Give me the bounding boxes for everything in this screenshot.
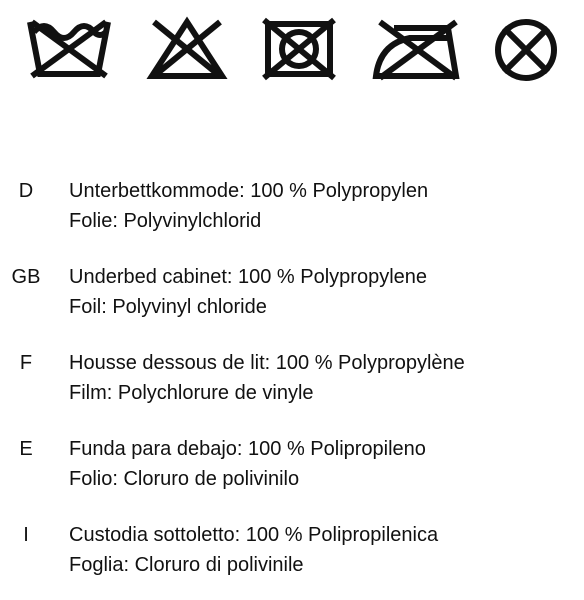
- tumble-dry-crossed-icon: [262, 18, 336, 80]
- material-line: Underbed cabinet: 100 % Polypropylene: [69, 266, 428, 288]
- material-line: Folie: Polyvinylchlorid: [69, 210, 262, 232]
- lang-block-d: [0, 176, 584, 236]
- material-line: Foglia: Cloruro di polivinile: [69, 554, 304, 576]
- lang-text: [69, 176, 579, 236]
- lang-text: [69, 520, 579, 580]
- material-line: Funda para debajo: 100 % Polipropileno: [69, 438, 426, 460]
- lang-code: D: [18, 180, 34, 202]
- care-symbols-row: [0, 0, 584, 100]
- lang-code: E: [19, 438, 33, 460]
- circle-crossed-icon: [492, 18, 560, 82]
- lang-block-f: [0, 348, 584, 408]
- lang-text: [69, 434, 579, 494]
- lang-code: F: [19, 352, 33, 374]
- material-line: Foil: Polyvinyl chloride: [69, 296, 267, 318]
- lang-block-e: [0, 434, 584, 494]
- lang-code: GB: [11, 266, 41, 288]
- lang-text: [69, 348, 579, 408]
- triangle-crossed-icon: [148, 18, 226, 80]
- iron-crossed-icon: [372, 18, 462, 80]
- material-line: Film: Polychlorure de vinyle: [69, 382, 314, 404]
- material-line: Custodia sottoletto: 100 % Polipropilenica: [69, 524, 439, 546]
- material-line: Folio: Cloruro de polivinilo: [69, 468, 300, 490]
- lang-code: I: [23, 524, 29, 546]
- lang-block-gb: [0, 262, 584, 322]
- material-line: Housse dessous de lit: 100 % Polypropylène: [69, 352, 465, 374]
- wash-tub-crossed-icon: [26, 18, 112, 80]
- material-line: Unterbettkommode: 100 % Polypropylen: [69, 180, 429, 202]
- lang-block-i: [0, 520, 584, 580]
- lang-text: [69, 262, 579, 322]
